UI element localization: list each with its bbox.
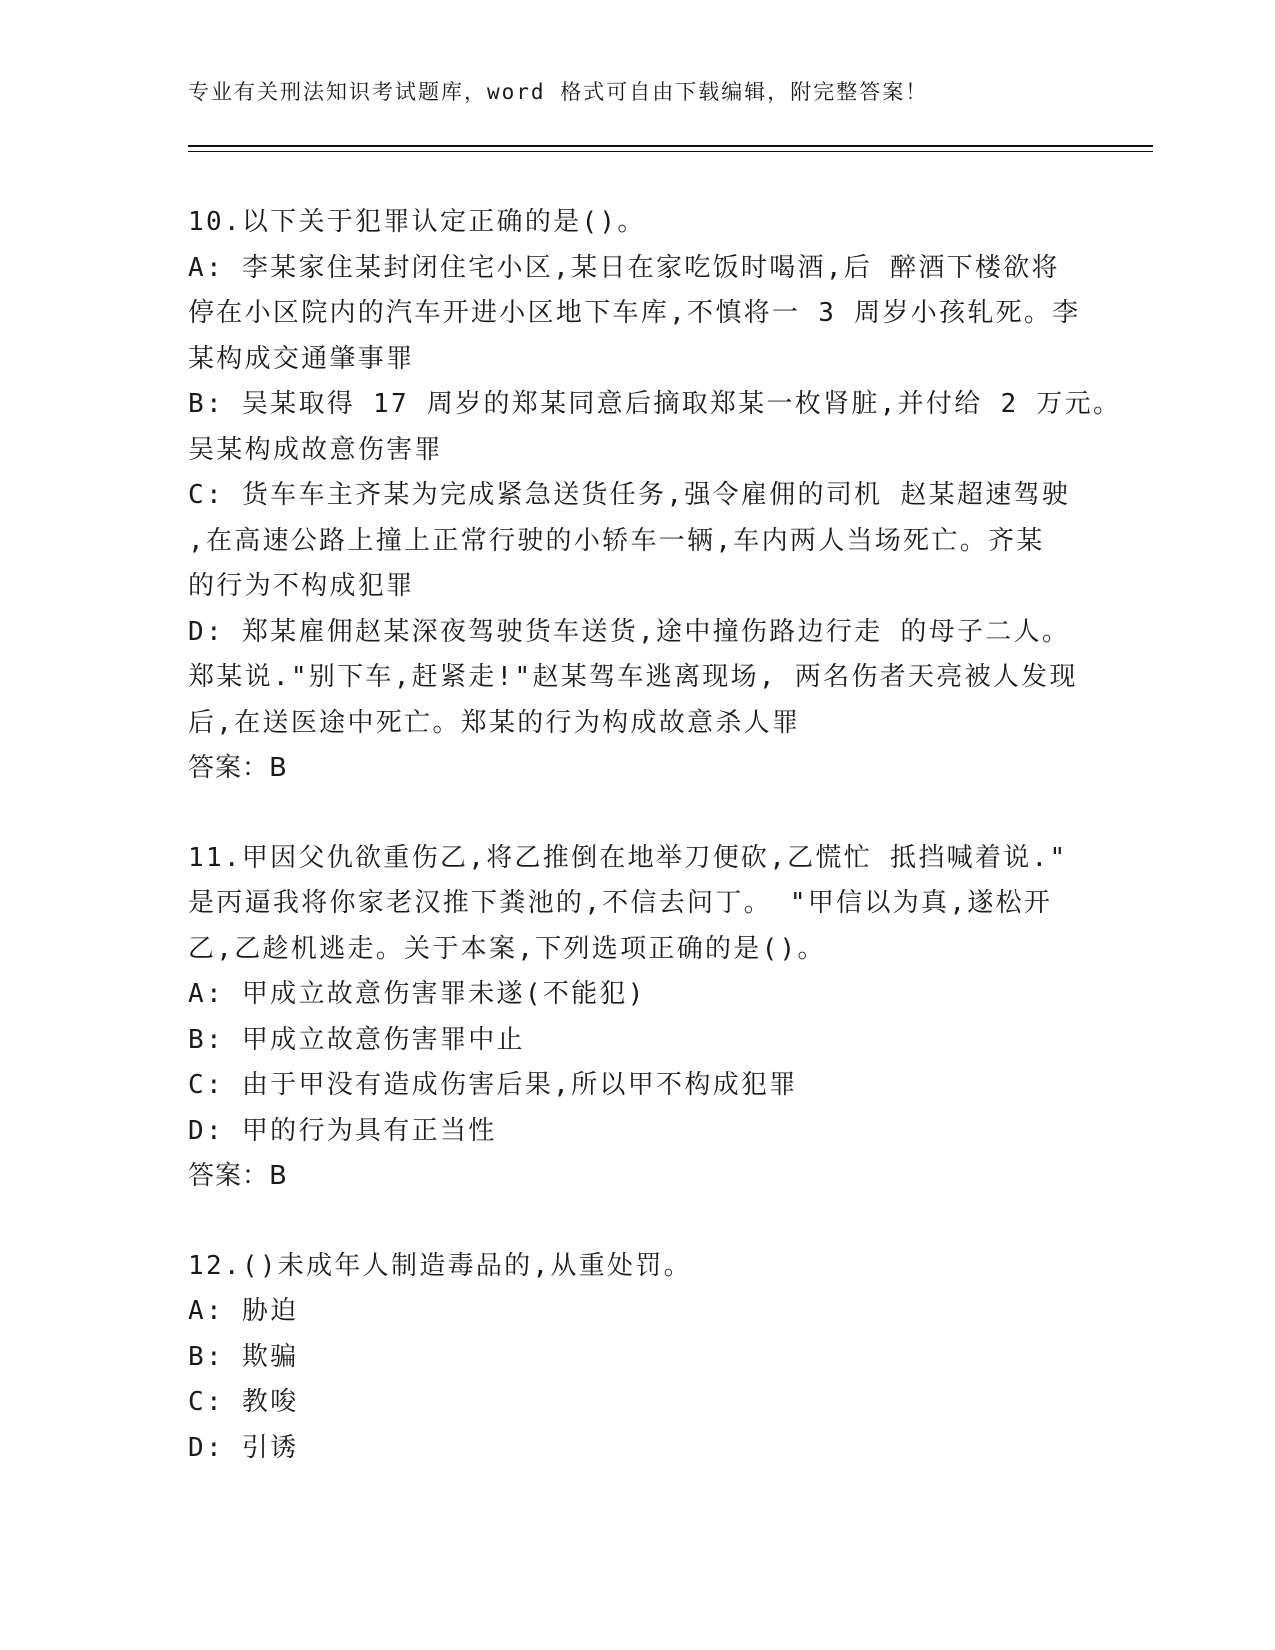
- question-12: [188, 1244, 1088, 1472]
- option-line: 郑某说."别下车,赶紧走!"赵某驾车逃离现场, 两名伤者天亮被人发现: [188, 662, 1078, 692]
- option-d: D: 甲的行为具有正当性: [188, 1115, 497, 1146]
- header-divider-thin: [188, 151, 1153, 152]
- option-c: [188, 473, 1088, 610]
- option-line: C: 货车车主齐某为完成紧急送货任务,强令雇佣的司机 赵某超速驾驶: [188, 480, 1071, 510]
- option-line: 停在小区院内的汽车开进小区地下车库,不慎将一 3 周岁小孩轧死。李: [188, 298, 1081, 328]
- option-line: B: 吴某取得 17 周岁的郑某同意后摘取郑某一枚肾脏,并付给 2 万元。: [188, 389, 1122, 419]
- option-d: D: 引诱: [188, 1432, 299, 1463]
- option-line: 的行为不构成犯罪: [188, 571, 415, 601]
- answer-label: 答案：B: [188, 1161, 288, 1191]
- option-b: B: 甲成立故意伤害罪中止: [188, 1024, 525, 1055]
- question-stem-line: 12.()未成年人制造毒品的,从重处罚。: [188, 1250, 692, 1281]
- option-line: D: 郑某雇佣赵某深夜驾驶货车送货,途中撞伤路边行走 的母子二人。: [188, 616, 1071, 647]
- option-line: 后,在送医途中死亡。郑某的行为构成故意杀人罪: [188, 707, 801, 738]
- option-line: A: 李某家住某封闭住宅小区,某日在家吃饭时喝酒,后 醉酒下楼欲将: [188, 252, 1060, 283]
- option-line: 某构成交通肇事罪: [188, 343, 415, 374]
- question-stem-line: 10.以下关于犯罪认定正确的是()。: [188, 207, 646, 237]
- option-d: [188, 610, 1088, 747]
- option-a: [188, 246, 1088, 383]
- header-divider: [188, 145, 1153, 147]
- question-10: [188, 200, 1122, 792]
- question-stem-line: 11.甲因父仇欲重伤乙,将乙推倒在地举刀便砍,乙慌忙 抵挡喊着说.": [188, 842, 1068, 873]
- option-c: C: 由于甲没有造成伤害后果,所以甲不构成犯罪: [188, 1070, 798, 1100]
- answer-label: 答案：B: [188, 753, 288, 783]
- option-a: A: 胁迫: [188, 1296, 299, 1326]
- question-stem-line: 是丙逼我将你家老汉推下粪池的,不信去问丁。 "甲信以为真,遂松开: [188, 888, 1053, 918]
- option-line: ,在高速公路上撞上正常行驶的小轿车一辆,车内两人当场死亡。齐某: [188, 525, 1045, 556]
- option-line: 吴某构成故意伤害罪: [188, 434, 443, 465]
- option-c: C: 教唆: [188, 1387, 299, 1417]
- question-list: [188, 200, 1122, 1515]
- document-header: 专业有关刑法知识考试题库，word 格式可自由下载编辑，附完整答案！: [188, 80, 929, 104]
- option-b: B: 欺骗: [188, 1341, 299, 1372]
- question-11: [188, 836, 1088, 1200]
- option-a: A: 甲成立故意伤害罪未遂(不能犯): [188, 979, 646, 1009]
- question-stem-line: 乙,乙趁机逃走。关于本案,下列选项正确的是()。: [188, 933, 826, 964]
- option-b: [188, 382, 1122, 473]
